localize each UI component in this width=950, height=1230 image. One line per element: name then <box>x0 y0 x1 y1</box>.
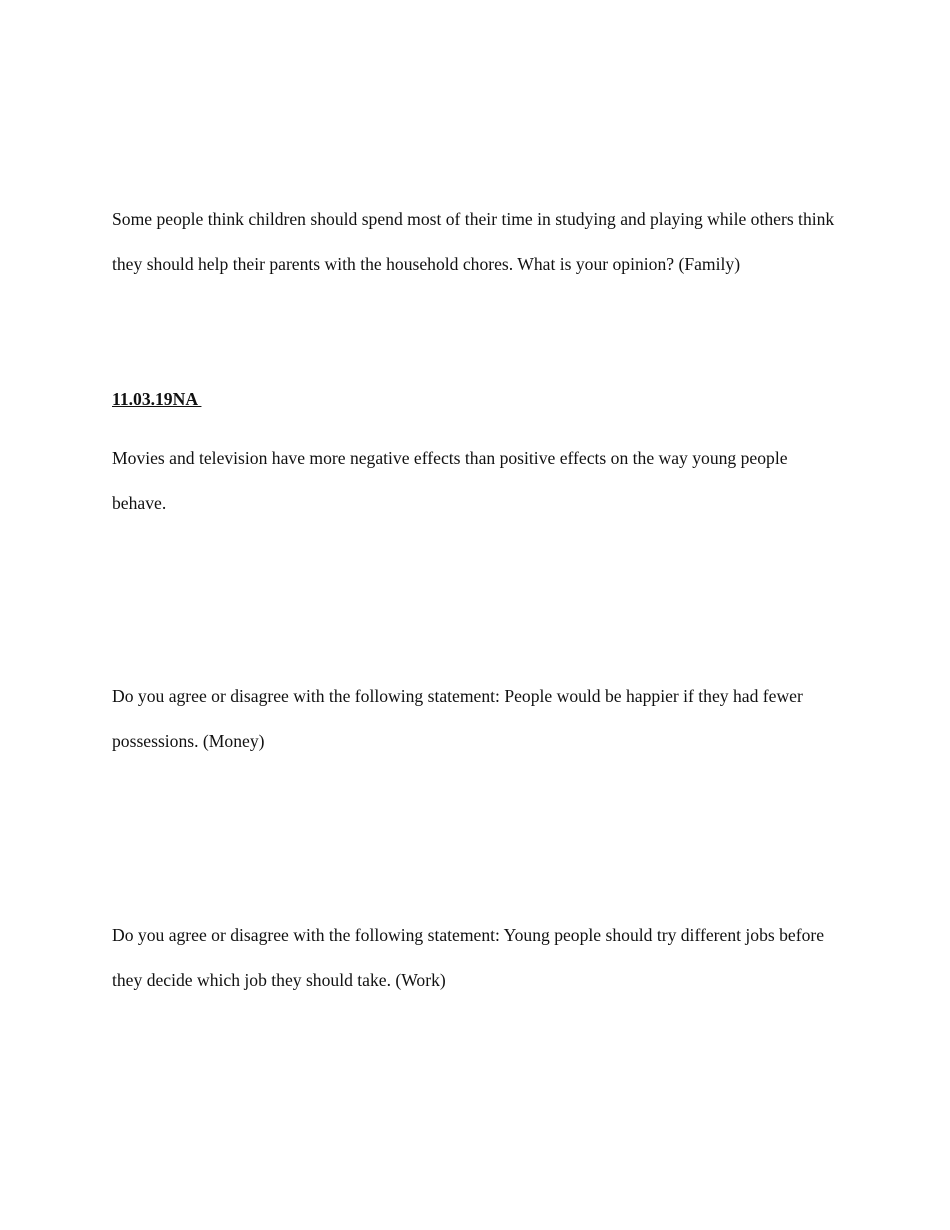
prompt-money: Do you agree or disagree with the following statement: People would be happier if they had fewer possessions. (Money) <box>112 686 803 751</box>
prompt-media: Movies and television have more negative effects than positive effects on the way young people behave. <box>112 448 788 513</box>
date-heading: 11.03.19NA <box>112 389 202 409</box>
prompt-family: Some people think children should spend most of their time in studying and playing while others think they should help their parents with the household chores. What is your opinion? (Family) <box>112 209 835 274</box>
prompt-work: Do you agree or disagree with the following statement: Young people should try different jobs before they decide which job they should take. (Work) <box>112 925 825 990</box>
